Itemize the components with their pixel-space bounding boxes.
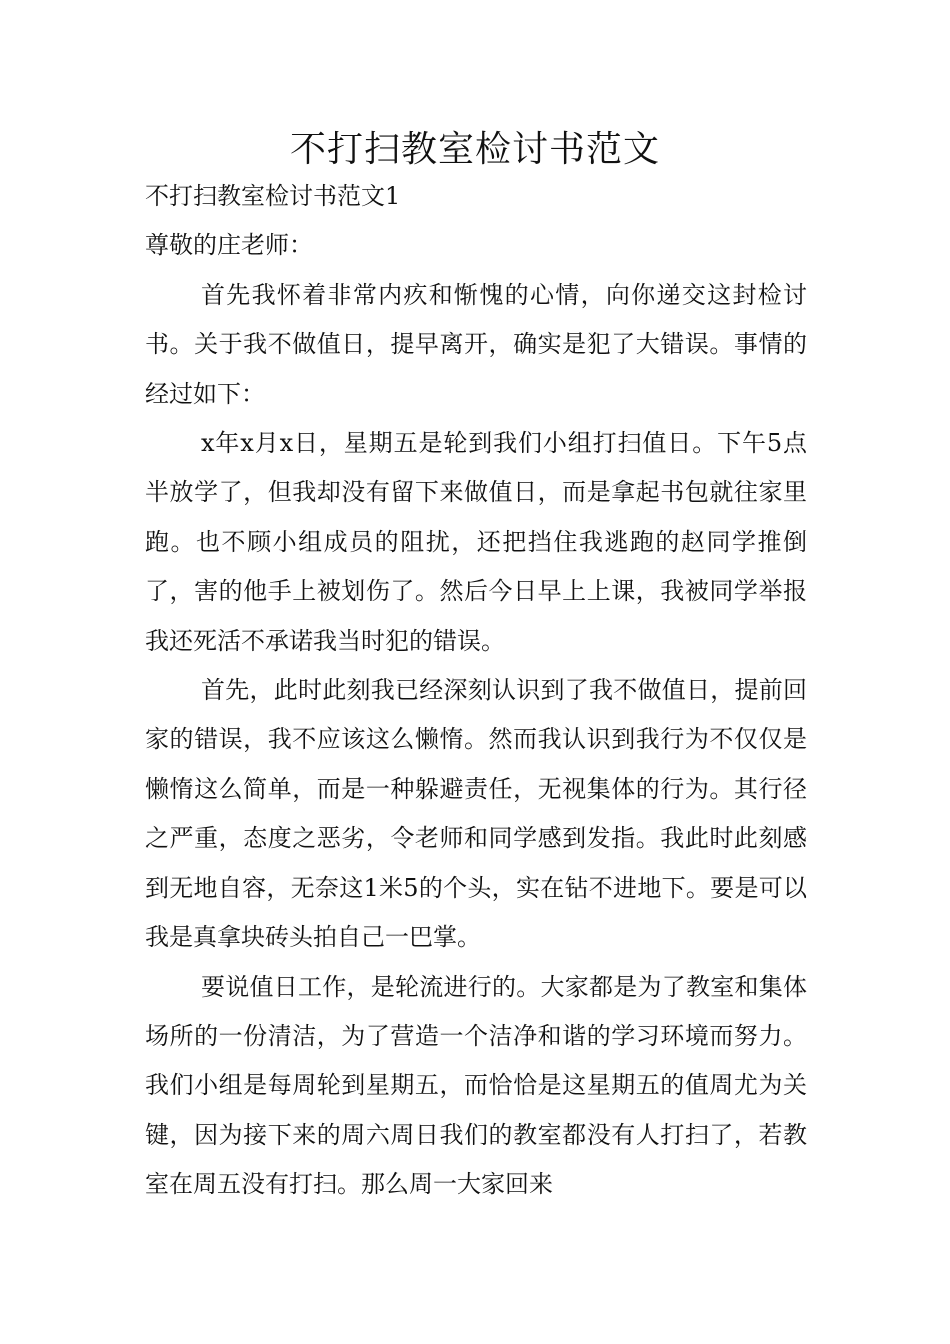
document-subtitle: 不打扫教室检讨书范文1 bbox=[145, 182, 401, 210]
paragraph-3: 首先，此时此刻我已经深刻认识到了我不做值日，提前回家的错误，我不应该这么懒惰。然而我认识到我行为不仅仅是懒惰这么简单，而是一种躲避责任，无视集体的行为。其行径之严重，态度之恶劣，令老师和同学感到发指。我此时此刻感到无地自容，无奈这1米5的个头，实在钻不进地下。要是可以我是真拿块砖头拍自己一巴掌。 bbox=[145, 676, 807, 952]
paragraph-4: 要说值日工作，是轮流进行的。大家都是为了教室和集体场所的一份清洁，为了营造一个洁净和谐的学习环境而努力。我们小组是每周轮到星期五，而恰恰是这星期五的值周尤为关键，因为接下来的周六周日我们的教室都没有人打扫了，若教室在周五没有打扫。那么周一大家回来 bbox=[145, 972, 807, 1199]
paragraph-1: 首先我怀着非常内疚和惭愧的心情，向你递交这封检讨书。关于我不做值日，提早离开，确实是犯了大错误。事情的经过如下： bbox=[145, 280, 807, 408]
salutation: 尊敬的庄老师： bbox=[145, 231, 313, 260]
paragraph-2: x年x月x日，星期五是轮到我们小组打扫值日。下午5点半放学了，但我却没有留下来做值日，而是拿起书包就往家里跑。也不顾小组成员的阻扰，还把挡住我逃跑的赵同学推倒了，害的他手上被划伤了。然后今日早上上课，我被同学举报我还死活不承诺我当时犯的错误。 bbox=[145, 429, 807, 655]
document-body bbox=[145, 172, 807, 1210]
document-title: 不打扫教室检讨书范文 bbox=[289, 129, 660, 170]
